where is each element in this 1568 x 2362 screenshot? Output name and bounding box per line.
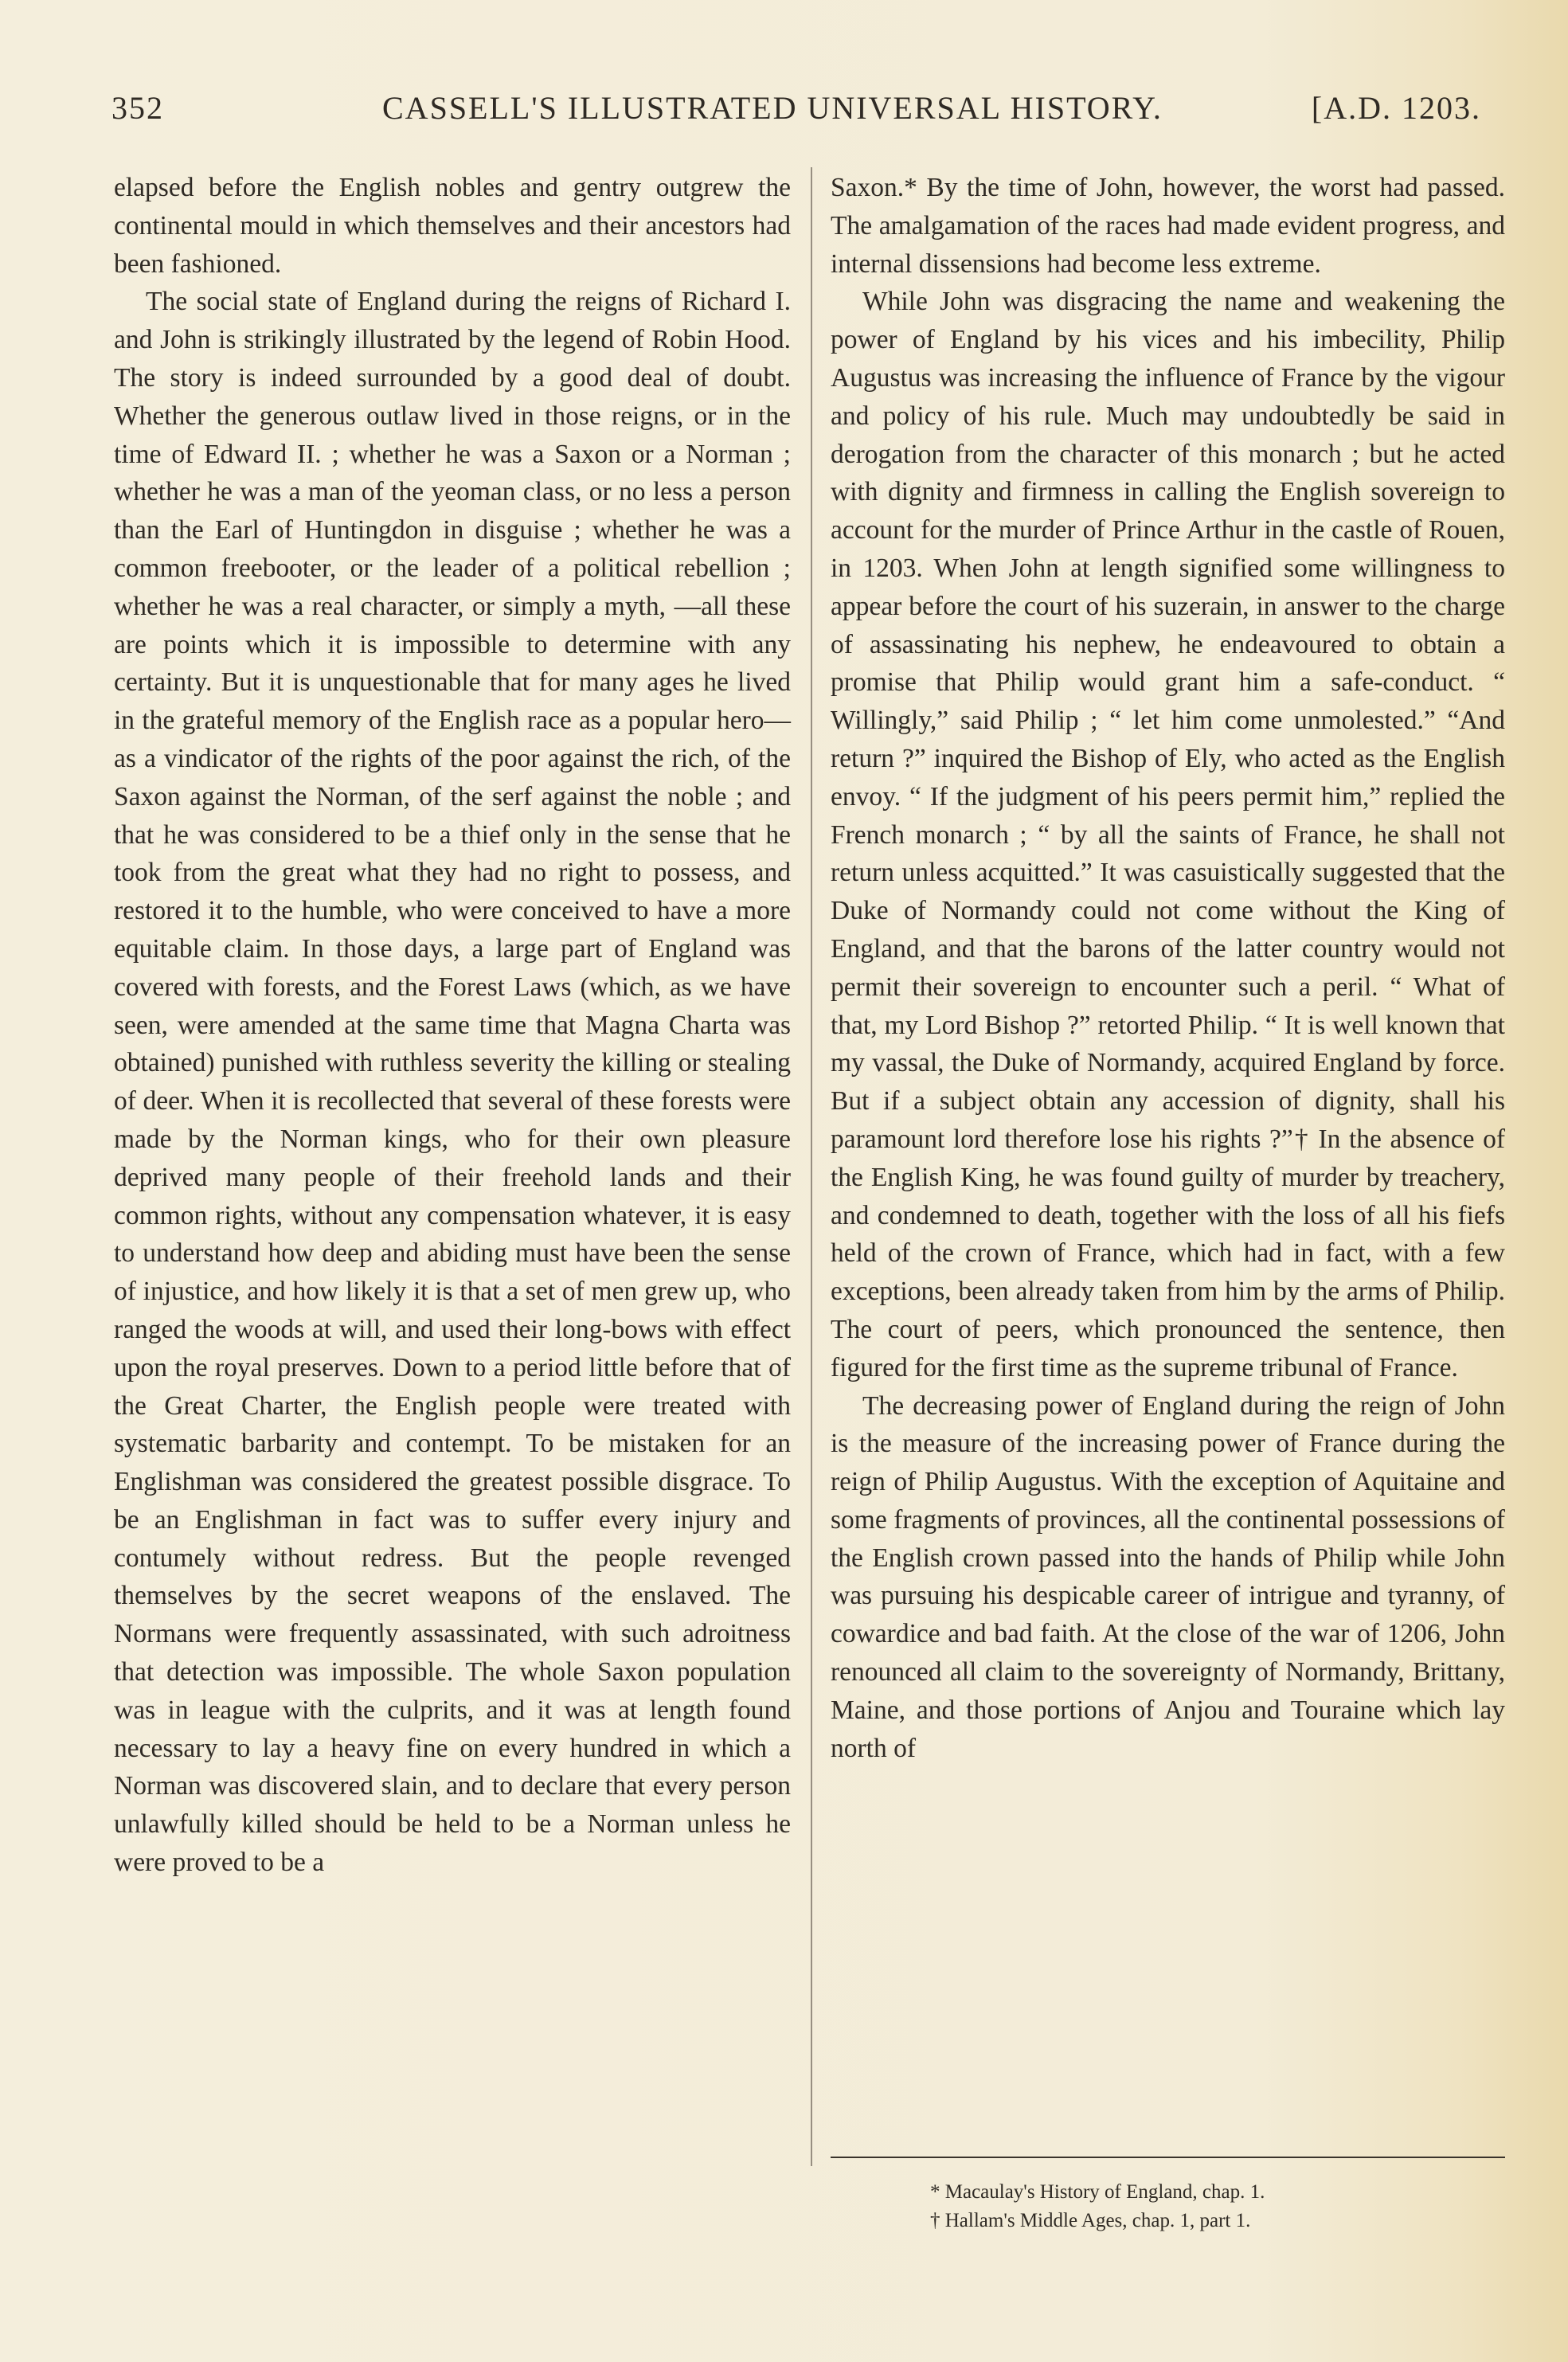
- paragraph: Saxon.* By the time of John, however, the worst had passed. The amalgamation of the races had made evident progress, and internal dissensions had become less extreme.: [831, 173, 1505, 279]
- paragraph: The social state of England during the reigns of Richard I. and John is strikingly illustrated by the legend of Robin Hood. The story is indeed surrounded by a good deal of doubt. Whether the generous outlaw lived in those reigns, or in the time of Edward II. ; whether he was a Saxon or a Norman ; whether he was a man of the yeoman class, or no less a person than the Earl of Huntingdon in disguise ; whether he was a common freebooter, or the leader of a political rebellion ; whether he was a real character, or simply a myth, —all these are points which it is impossible to determine with any certainty. But it is unquestionable that for many ages he lived in the grateful memory of the English race as a popular hero—as a vindicator of the rights of the poor against the rich, of the Saxon against the Norman, of the serf against the noble ; and that he was considered to be a thief only in the sense that he took from the great what they had no right to possess, and restored it to the humble, who were conceived to have a more equitable claim. In those days, a large part of England was covered with forests, and the Forest Laws (which, as we have seen, were amended at the same time that Magna Charta was obtained) punished with ruthless severity the killing or stealing of deer. When it is recollected that several of these forests were made by the Norman kings, who for their own pleasure deprived many people of their freehold lands and their common rights, without any compensation whatever, it is easy to understand how deep and abiding must have been the sense of injustice, and how likely it is that a set of men grew up, who ranged the woods at will, and used their long-bows with effect upon the royal preserves. Down to a period little before that of the Great Charter, the English people were treated with systematic barbarity and contempt. To be mistaken for an Englishman was considered the greatest possible disgrace. To be an Englishman in fact was to suffer every injury and contumely without redress. But the people revenged themselves by the secret weapons of the enslaved. The Normans were frequently assassinated, with such adroitness that detection was impossible. The whole Saxon population was in league with the culprits, and it was at length found necessary to lay a heavy fine on every hundred in which a Norman was discovered slain, and to declare that every person unlawfully killed should be held to be a Norman unless he were proved to be a: [114, 287, 791, 1878]
- paragraph: While John was disgracing the name and weakening the power of England by his vices and his imbecility, Philip Augustus was increasing the influence of France by the vigour and policy of his rule. Much may undoubtedly be said in derogation from the character of this monarch ; but he acted with dignity and firmness in calling the English sovereign to account for the murder of Prince Arthur in the castle of Rouen, in 1203. When John at length signified some willingness to appear before the court of his suzerain, in answer to the charge of assassinating his nephew, he endeavoured to obtain a promise that Philip would grant him a safe-conduct. “ Willingly,” said Philip ; “ let him come unmolested.” “And return ?” inquired the Bishop of Ely, who acted as the English envoy. “ If the judgment of his peers permit him,” replied the French monarch ; “ by all the saints of France, he shall not return unless acquitted.” It was casuistically suggested that the Duke of Normandy could not come without the King of England, and that the barons of the latter country would not permit their sovereign to encounter such a peril. “ What of that, my Lord Bishop ?” retorted Philip. “ It is well known that my vassal, the Duke of Normandy, acquired England by force. But if a subject obtain any accession of dignity, shall his paramount lord therefore lose his rights ?”† In the absence of the English King, he was found guilty of murder by treachery, and condemned to death, together with the loss of all his fiefs held of the crown of France, which had in fact, with a few exceptions, been already taken from him by the arms of Philip. The court of peers, which pronounced the sentence, then figured for the first time as the supreme tribunal of France.: [831, 287, 1505, 1382]
- paragraph: elapsed before the English nobles and gentry outgrew the continental mould in which themselves and their ancestors had been fashioned.: [114, 173, 791, 279]
- right-column: [831, 169, 1505, 1767]
- running-header: [111, 89, 1481, 137]
- page-number: 352: [111, 90, 164, 126]
- left-column: [114, 169, 791, 1882]
- footnote-divider: [831, 2157, 1505, 2158]
- footnote: * Macaulay's History of England, chap. 1.: [930, 2181, 1265, 2203]
- column-divider: [811, 167, 812, 2166]
- footnote: † Hallam's Middle Ages, chap. 1, part 1.: [930, 2210, 1251, 2231]
- running-title: CASSELL'S ILLUSTRATED UNIVERSAL HISTORY.: [382, 90, 1163, 126]
- header-date: [A.D. 1203.: [1311, 90, 1481, 126]
- paragraph: The decreasing power of England during the reign of John is the measure of the increasing power of France during the reign of Philip Augustus. With the exception of Aquitaine and some fragments of provinces, all the continental possessions of the English crown passed into the hands of Philip while John was pursuing his despicable career of intrigue and tyranny, of cowardice and bad faith. At the close of the war of 1206, John renounced all claim to the sovereignty of Normandy, Brittany, Maine, and those portions of Anjou and Touraine which lay north of: [831, 1390, 1505, 1763]
- footnotes: [831, 2178, 1505, 2235]
